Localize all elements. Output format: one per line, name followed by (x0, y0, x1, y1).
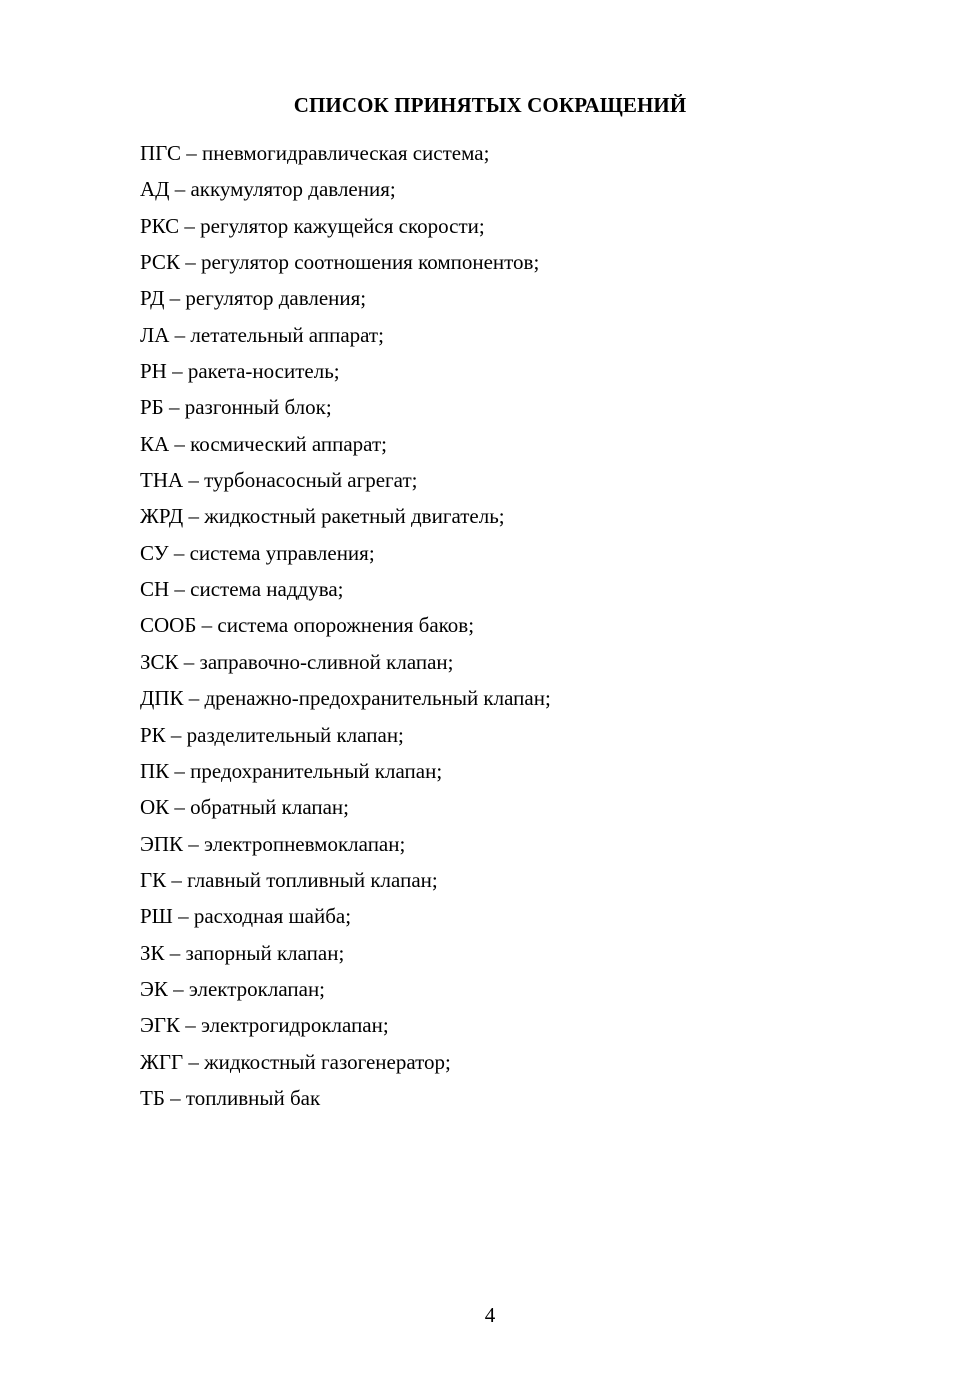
abbreviation-item: СН – система наддува; (140, 577, 344, 602)
abbreviation-item: РН – ракета-носитель; (140, 359, 340, 384)
abbreviation-item: ГК – главный топливный клапан; (140, 867, 438, 892)
page-title: СПИСОК ПРИНЯТЫХ СОКРАЩЕНИЙ (293, 93, 687, 117)
abbreviation-item: ЭК – электроклапан; (140, 976, 326, 1001)
abbreviation-list (140, 137, 551, 1118)
abbreviation-item: ЗСК – заправочно-сливной клапан; (140, 649, 454, 674)
abbreviation-item: ТНА – турбонасосный агрегат; (140, 468, 418, 493)
abbreviation-item: ТБ – топливный бак (140, 1085, 321, 1110)
abbreviation-item: ДПК – дренажно-предохранительный клапан; (140, 686, 551, 711)
abbreviation-item: ЖГГ – жидкостный газогенератор; (140, 1049, 451, 1074)
abbreviation-item: РШ – расходная шайба; (140, 904, 352, 929)
abbreviation-item: ОК – обратный клапан; (140, 795, 350, 820)
abbreviation-item: РСК – регулятор соотношения компонентов; (140, 250, 540, 275)
abbreviation-item: ЖРД – жидкостный ракетный двигатель; (140, 504, 505, 529)
abbreviation-item: РКС – регулятор кажущейся скорости; (140, 213, 485, 238)
abbreviation-item: РД – регулятор давления; (140, 286, 367, 311)
abbreviation-item: СУ – система управления; (140, 540, 375, 565)
abbreviation-item: РК – разделительный клапан; (140, 722, 404, 747)
abbreviation-item: ЗК – запорный клапан; (140, 940, 345, 965)
abbreviation-item: КА – космический аппарат; (140, 431, 387, 456)
abbreviation-item: ЭПК – электропневмоклапан; (140, 831, 406, 856)
abbreviation-item: ПГС – пневмогидравлическая система; (140, 141, 490, 165)
abbreviation-item: ЛА – летательный аппарат; (140, 322, 384, 347)
abbreviation-item: ЭГК – электрогидроклапан; (140, 1013, 389, 1038)
abbreviation-item: АД – аккумулятор давления; (140, 177, 396, 202)
page-number: 4 (484, 1303, 496, 1327)
abbreviation-item: СООБ – система опорожнения баков; (140, 613, 475, 638)
abbreviation-item: РБ – разгонный блок; (140, 395, 332, 420)
abbreviation-item: ПК – предохранительный клапан; (140, 758, 443, 783)
